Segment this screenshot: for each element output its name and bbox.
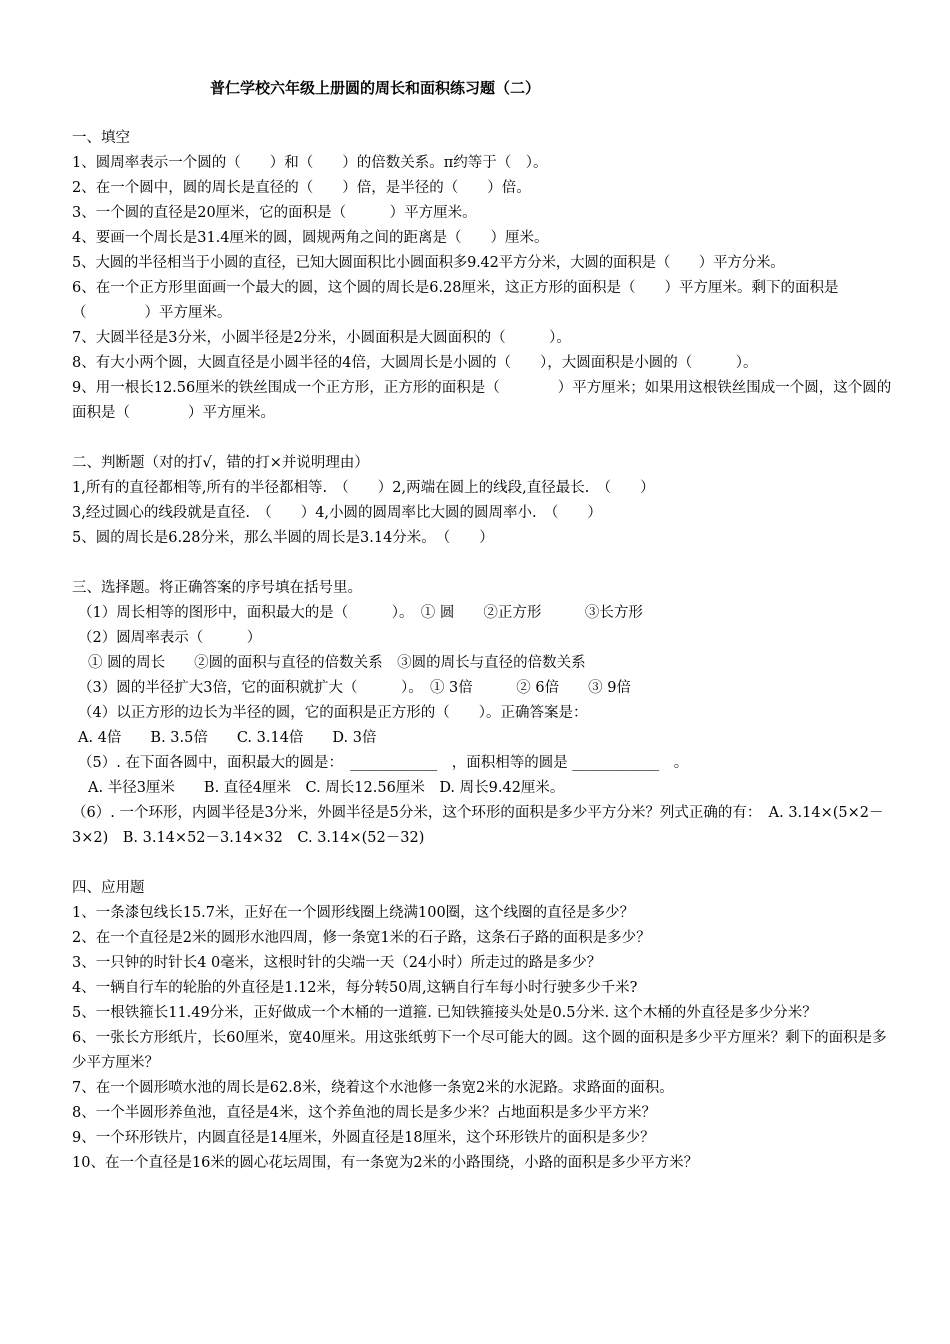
section-word-problems: [72, 876, 892, 1176]
question-line: （2）圆周率表示（ ）: [78, 630, 262, 646]
question-line: ① 圆的周长 ②圆的面积与直径的倍数关系 ③圆的周长与直径的倍数关系: [88, 655, 586, 671]
question-line: 9、用一根长12.56厘米的铁丝围成一个正方形，正方形的面积是（ ）平方厘米；如果用这根铁丝围成一个圆，这个圆的面积是（ ）平方厘米。: [72, 380, 892, 421]
question-line: 5、大圆的半径相当于小圆的直径，已知大圆面积比小圆面积多9.42平方分米，大圆的面积是（ ）平方分米。: [72, 255, 785, 271]
question-line: 7、大圆半径是3分米，小圆半径是2分米，小圆面积是大圆面积的（ ）。: [72, 330, 571, 346]
question-line: 5、圆的周长是6.28分米，那么半圆的周长是3.14分米。 （ ）: [72, 530, 494, 546]
section-heading: 二、判断题（对的打√，错的打×并说明理由）: [72, 455, 369, 471]
question-line: （5）. 在下面各圆中，面积最大的圆是： ____________ ，面积相等的圆是 ____________ 。: [78, 755, 689, 771]
question-line: 6、一张长方形纸片，长60厘米，宽40厘米。用这张纸剪下一个尽可能大的圆。这个圆的面积是多少平方厘米？剩下的面积是多少平方厘米？: [72, 1030, 887, 1071]
document-title: 普仁学校六年级上册圆的周长和面积练习题（二）: [210, 79, 541, 97]
question-line: （3）圆的半径扩大3倍，它的面积就扩大（ ）。 ① 3倍 ② 6倍 ③ 9倍: [78, 680, 631, 696]
section-true-false: [72, 451, 892, 551]
section-fill-in: [72, 126, 892, 426]
question-line: 2、在一个圆中，圆的周长是直径的（ ）倍，是半径的（ ）倍。: [72, 180, 531, 196]
question-line: 10、在一个直径是16米的圆心花坛周围，有一条宽为2米的小路围绕，小路的面积是多少平方米？: [72, 1155, 699, 1171]
question-line: 7、在一个圆形喷水池的周长是62.8米，绕着这个水池修一条宽2米的水泥路。求路面的面积。: [72, 1080, 674, 1096]
question-line: （6）. 一个环形，内圆半径是3分米，外圆半径是5分米，这个环形的面积是多少平方分米？列式正确的有： A. 3.14×(5×2－3×2) B. 3.14×52－3.14×32 C. 3.14×(52－32): [72, 805, 884, 846]
question-line: （4）以正方形的边长为半径的圆，它的面积是正方形的（ ）。正确答案是：: [78, 705, 588, 721]
question-line: 9、一个环形铁片，内圆直径是14厘米，外圆直径是18厘米，这个环形铁片的面积是多少？: [72, 1130, 655, 1146]
question-line: 1、圆周率表示一个圆的（ ）和（ ）的倍数关系。π约等于（ ）。: [72, 155, 548, 171]
document-page: [72, 76, 892, 1176]
question-line: A. 4倍 B. 3.5倍 C. 3.14倍 D. 3倍: [78, 730, 377, 746]
question-line: 1、一条漆包线长15.7米，正好在一个圆形线圈上绕满100圈，这个线圈的直径是多少？: [72, 905, 635, 921]
question-line: 3、一只钟的时针长4 0毫米，这根时针的尖端一天（24小时）所走过的路是多少？: [72, 955, 602, 971]
section-heading: 四、应用题: [72, 880, 145, 896]
section-heading: 三、选择题。将正确答案的序号填在括号里。: [72, 580, 362, 596]
question-line: 4、一辆自行车的轮胎的外直径是1.12米，每分转50周,这辆自行车每小时行驶多少千米?: [72, 980, 638, 996]
question-line: 5、一根铁箍长11.49分米，正好做成一个木桶的一道箍. 已知铁箍接头处是0.5分米. 这个木桶的外直径是多少分米？: [72, 1005, 817, 1021]
question-line: 6、在一个正方形里面画一个最大的圆，这个圆的周长是6.28厘米，这正方形的面积是（ ）平方厘米。剩下的面积是（ ）平方厘米。: [72, 280, 839, 321]
question-line: 4、要画一个周长是31.4厘米的圆，圆规两角之间的距离是（ ）厘米。: [72, 230, 549, 246]
section-multiple-choice: [72, 576, 892, 851]
section-heading: 一、填空: [72, 130, 130, 146]
question-line: 3,经过圆心的线段就是直径. （ ）4,小圆的圆周率比大圆的圆周率小. （ ）: [72, 505, 602, 521]
question-line: A. 半径3厘米 B. 直径4厘米 C. 周长12.56厘米 D. 周长9.42厘米。: [88, 780, 565, 796]
question-line: 8、一个半圆形养鱼池，直径是4米，这个养鱼池的周长是多少米？占地面积是多少平方米？: [72, 1105, 656, 1121]
question-line: （1）周长相等的图形中，面积最大的是（ ）。 ① 圆 ②正方形 ③长方形: [78, 605, 643, 621]
question-line: 8、有大小两个圆，大圆直径是小圆半径的4倍，大圆周长是小圆的（ ），大圆面积是小圆的（ ）。: [72, 355, 758, 371]
question-line: 3、一个圆的直径是20厘米，它的面积是（ ）平方厘米。: [72, 205, 477, 221]
question-line: 1,所有的直径都相等,所有的半径都相等. （ ）2,两端在圆上的线段,直径最长. （ ）: [72, 480, 655, 496]
question-line: 2、在一个直径是2米的圆形水池四周，修一条宽1米的石子路，这条石子路的面积是多少？: [72, 930, 651, 946]
